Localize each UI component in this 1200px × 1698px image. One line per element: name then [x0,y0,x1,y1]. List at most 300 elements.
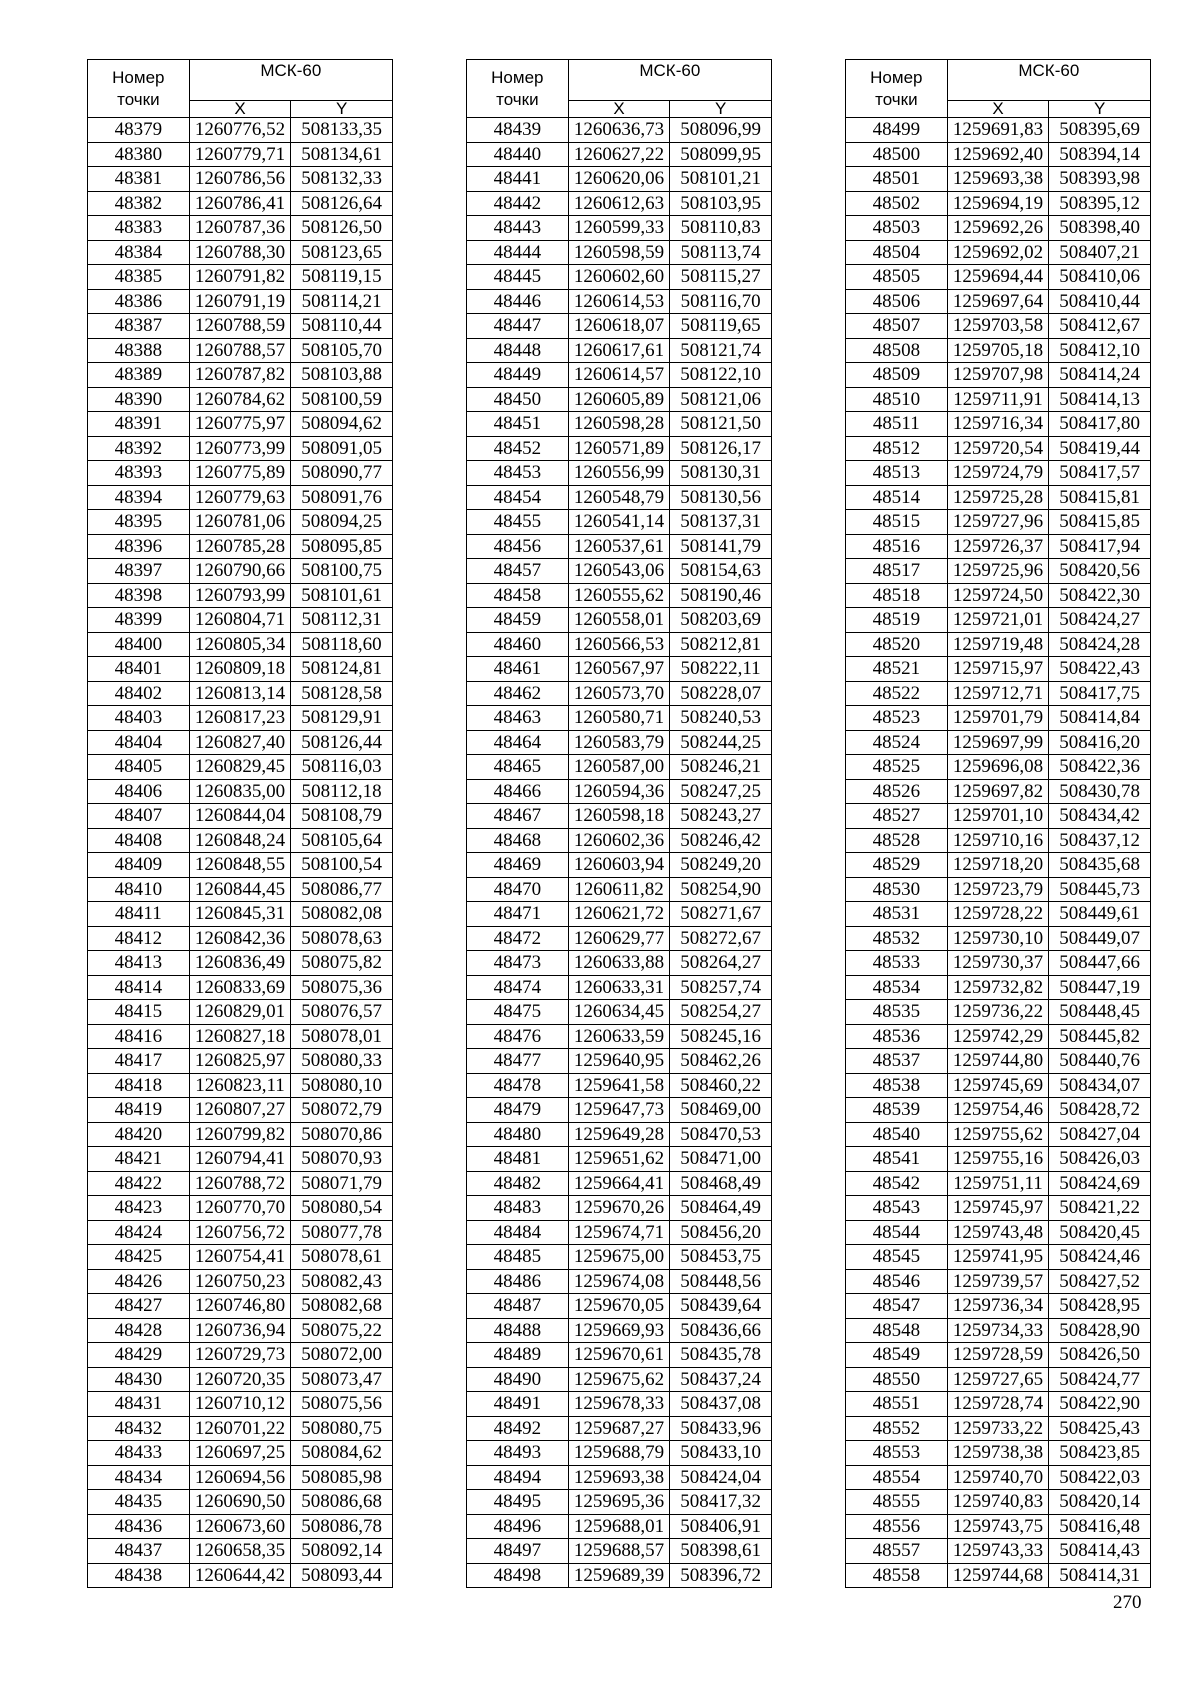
y-coordinate-cell: 508453,75 [670,1245,772,1270]
point-number-cell: 48429 [88,1343,190,1368]
x-coordinate-cell: 1259745,69 [947,1073,1049,1098]
x-coordinate-cell: 1259743,33 [947,1539,1049,1564]
y-coordinate-cell: 508091,05 [291,436,393,461]
table-row [88,338,393,363]
y-coordinate-cell: 508247,25 [670,779,772,804]
x-coordinate-cell: 1259716,34 [947,412,1049,437]
point-number-cell: 48484 [467,1220,569,1245]
table-row [846,877,1151,902]
y-coordinate-cell: 508257,74 [670,975,772,1000]
table-row [467,632,772,657]
y-coordinate-cell: 508130,31 [670,461,772,486]
table-row [467,1147,772,1172]
y-coordinate-cell: 508115,27 [670,265,772,290]
x-coordinate-cell: 1259664,41 [568,1171,670,1196]
y-coordinate-cell: 508110,83 [670,216,772,241]
x-coordinate-cell: 1259724,79 [947,461,1049,486]
x-coordinate-cell: 1260633,88 [568,951,670,976]
table-row [88,1196,393,1221]
y-coordinate-cell: 508133,35 [291,118,393,143]
y-coordinate-cell: 508449,07 [1049,926,1151,951]
x-coordinate-cell: 1260794,41 [189,1147,291,1172]
table-row [846,853,1151,878]
point-number-cell: 48448 [467,338,569,363]
y-coordinate-cell: 508419,44 [1049,436,1151,461]
x-coordinate-cell: 1259674,71 [568,1220,670,1245]
table-row [467,1220,772,1245]
point-number-cell: 48503 [846,216,948,241]
y-column-header: Y [1049,101,1151,118]
point-number-cell: 48413 [88,951,190,976]
table-row [88,216,393,241]
table-row [467,191,772,216]
point-number-cell: 48441 [467,167,569,192]
table-row [467,828,772,853]
point-number-cell: 48437 [88,1539,190,1564]
table-row [846,1098,1151,1123]
x-coordinate-cell: 1260784,62 [189,387,291,412]
y-coordinate-cell: 508126,50 [291,216,393,241]
x-coordinate-cell: 1260786,41 [189,191,291,216]
y-coordinate-cell: 508417,75 [1049,681,1151,706]
point-number-cell: 48379 [88,118,190,143]
table-row [467,1196,772,1221]
table-row [846,1171,1151,1196]
y-coordinate-cell: 508101,61 [291,583,393,608]
x-coordinate-cell: 1259736,34 [947,1294,1049,1319]
table-row [88,1269,393,1294]
y-coordinate-cell: 508424,77 [1049,1367,1151,1392]
y-coordinate-cell: 508414,13 [1049,387,1151,412]
y-coordinate-cell: 508412,67 [1049,314,1151,339]
point-number-cell: 48431 [88,1392,190,1417]
x-coordinate-cell: 1259726,37 [947,534,1049,559]
point-number-cell: 48471 [467,902,569,927]
y-coordinate-cell: 508427,52 [1049,1269,1151,1294]
y-coordinate-cell: 508410,44 [1049,289,1151,314]
y-coordinate-cell: 508396,72 [670,1563,772,1588]
table-row [467,877,772,902]
y-coordinate-cell: 508212,81 [670,632,772,657]
point-number-cell: 48443 [467,216,569,241]
x-coordinate-cell: 1259743,75 [947,1514,1049,1539]
x-coordinate-cell: 1260788,72 [189,1171,291,1196]
table-row [88,387,393,412]
x-coordinate-cell: 1260567,97 [568,657,670,682]
point-number-cell: 48380 [88,142,190,167]
point-number-cell: 48387 [88,314,190,339]
x-coordinate-cell: 1259718,20 [947,853,1049,878]
y-coordinate-cell: 508470,53 [670,1122,772,1147]
y-coordinate-cell: 508080,75 [291,1416,393,1441]
point-number-cell: 48486 [467,1269,569,1294]
point-number-cell: 48542 [846,1171,948,1196]
x-coordinate-cell: 1259675,62 [568,1367,670,1392]
point-number-cell: 48511 [846,412,948,437]
point-number-cell: 48488 [467,1318,569,1343]
point-number-cell: 48517 [846,559,948,584]
y-coordinate-cell: 508122,10 [670,363,772,388]
table-row [88,142,393,167]
table-row [88,1539,393,1564]
y-coordinate-cell: 508100,75 [291,559,393,584]
table-row [88,926,393,951]
point-number-cell: 48537 [846,1049,948,1074]
table-row [88,1367,393,1392]
y-coordinate-cell: 508271,67 [670,902,772,927]
point-number-cell: 48436 [88,1514,190,1539]
y-coordinate-cell: 508394,14 [1049,142,1151,167]
y-coordinate-cell: 508076,57 [291,1000,393,1025]
point-number-cell: 48495 [467,1490,569,1515]
x-coordinate-cell: 1260710,12 [189,1392,291,1417]
x-coordinate-cell: 1260787,82 [189,363,291,388]
table-row [88,1245,393,1270]
x-coordinate-cell: 1260627,22 [568,142,670,167]
y-coordinate-cell: 508086,78 [291,1514,393,1539]
point-number-cell: 48386 [88,289,190,314]
point-number-cell: 48450 [467,387,569,412]
point-number-cell: 48536 [846,1024,948,1049]
y-coordinate-cell: 508132,33 [291,167,393,192]
point-number-header: Номер точки [846,60,948,118]
x-coordinate-cell: 1259736,22 [947,1000,1049,1025]
y-coordinate-cell: 508105,64 [291,828,393,853]
point-number-cell: 48422 [88,1171,190,1196]
point-number-cell: 48383 [88,216,190,241]
table-row [88,1563,393,1588]
x-coordinate-cell: 1260602,60 [568,265,670,290]
y-coordinate-cell: 508462,26 [670,1049,772,1074]
x-coordinate-cell: 1259670,26 [568,1196,670,1221]
table-row [88,1220,393,1245]
table-row [467,1563,772,1588]
x-coordinate-cell: 1260825,97 [189,1049,291,1074]
y-coordinate-cell: 508116,03 [291,755,393,780]
y-coordinate-cell: 508100,59 [291,387,393,412]
table-row [88,1318,393,1343]
y-coordinate-cell: 508415,85 [1049,510,1151,535]
x-coordinate-cell: 1260848,24 [189,828,291,853]
x-coordinate-cell: 1260786,56 [189,167,291,192]
table-row [467,975,772,1000]
point-number-cell: 48516 [846,534,948,559]
table-row [467,1416,772,1441]
y-coordinate-cell: 508082,43 [291,1269,393,1294]
table-row [467,240,772,265]
x-coordinate-cell: 1259721,01 [947,608,1049,633]
point-number-cell: 48440 [467,142,569,167]
x-coordinate-cell: 1259694,44 [947,265,1049,290]
x-coordinate-cell: 1260844,45 [189,877,291,902]
y-coordinate-cell: 508082,68 [291,1294,393,1319]
table-row [88,191,393,216]
point-number-cell: 48464 [467,730,569,755]
y-coordinate-cell: 508105,70 [291,338,393,363]
point-number-cell: 48423 [88,1196,190,1221]
y-coordinate-cell: 508075,22 [291,1318,393,1343]
point-number-cell: 48428 [88,1318,190,1343]
point-number-cell: 48510 [846,387,948,412]
x-coordinate-cell: 1259712,71 [947,681,1049,706]
point-number-cell: 48545 [846,1245,948,1270]
table-row [467,167,772,192]
table-row [846,1196,1151,1221]
point-number-cell: 48465 [467,755,569,780]
table-row [846,608,1151,633]
y-coordinate-cell: 508121,50 [670,412,772,437]
table-row [846,1073,1151,1098]
point-number-cell: 48546 [846,1269,948,1294]
x-coordinate-cell: 1259743,48 [947,1220,1049,1245]
point-number-cell: 48496 [467,1514,569,1539]
y-coordinate-cell: 508114,21 [291,289,393,314]
table-row [467,1367,772,1392]
y-coordinate-cell: 508414,24 [1049,363,1151,388]
table-row [846,1000,1151,1025]
x-coordinate-cell: 1260605,89 [568,387,670,412]
y-coordinate-cell: 508095,85 [291,534,393,559]
x-coordinate-cell: 1260697,25 [189,1441,291,1466]
point-number-cell: 48453 [467,461,569,486]
table-row [846,1514,1151,1539]
point-number-cell: 48473 [467,951,569,976]
point-number-cell: 48483 [467,1196,569,1221]
table-row [846,1122,1151,1147]
y-coordinate-cell: 508417,94 [1049,534,1151,559]
y-coordinate-cell: 508420,14 [1049,1490,1151,1515]
x-coordinate-cell: 1260629,77 [568,926,670,951]
table-row [846,1563,1151,1588]
point-number-cell: 48518 [846,583,948,608]
y-coordinate-cell: 508448,56 [670,1269,772,1294]
x-coordinate-cell: 1260614,57 [568,363,670,388]
point-number-cell: 48540 [846,1122,948,1147]
table-row [467,608,772,633]
table-row [846,461,1151,486]
x-coordinate-cell: 1259640,95 [568,1049,670,1074]
point-number-cell: 48415 [88,1000,190,1025]
table-row [88,632,393,657]
y-column-header: Y [291,101,393,118]
table-row [88,1441,393,1466]
y-coordinate-cell: 508113,74 [670,240,772,265]
point-number-cell: 48433 [88,1441,190,1466]
point-number-cell: 48494 [467,1465,569,1490]
table-row [88,877,393,902]
point-number-cell: 48497 [467,1539,569,1564]
y-coordinate-cell: 508121,06 [670,387,772,412]
point-number-cell: 48529 [846,853,948,878]
x-coordinate-cell: 1260614,53 [568,289,670,314]
y-coordinate-cell: 508398,61 [670,1539,772,1564]
table-row [88,1514,393,1539]
x-coordinate-cell: 1259692,40 [947,142,1049,167]
y-coordinate-cell: 508448,45 [1049,1000,1151,1025]
table-row [846,289,1151,314]
y-coordinate-cell: 508417,32 [670,1490,772,1515]
point-number-cell: 48432 [88,1416,190,1441]
x-coordinate-cell: 1260548,79 [568,485,670,510]
table-row [88,436,393,461]
point-number-cell: 48409 [88,853,190,878]
point-number-cell: 48392 [88,436,190,461]
x-coordinate-cell: 1260823,11 [189,1073,291,1098]
table-row [846,632,1151,657]
table-row [88,755,393,780]
table-row [88,559,393,584]
x-coordinate-cell: 1260804,71 [189,608,291,633]
table-row [88,657,393,682]
table-row [88,1049,393,1074]
coordinate-system-header: МСК-60 [947,60,1150,101]
x-coordinate-cell: 1260633,31 [568,975,670,1000]
x-coordinate-cell: 1260805,34 [189,632,291,657]
y-coordinate-cell: 508129,91 [291,706,393,731]
x-coordinate-cell: 1259703,58 [947,314,1049,339]
x-coordinate-cell: 1260809,18 [189,657,291,682]
y-coordinate-cell: 508126,17 [670,436,772,461]
y-coordinate-cell: 508254,27 [670,1000,772,1025]
point-number-cell: 48404 [88,730,190,755]
y-coordinate-cell: 508084,62 [291,1441,393,1466]
y-coordinate-cell: 508080,10 [291,1073,393,1098]
point-number-cell: 48553 [846,1441,948,1466]
x-coordinate-cell: 1260842,36 [189,926,291,951]
point-number-cell: 48520 [846,632,948,657]
table-row [467,1318,772,1343]
point-number-cell: 48531 [846,902,948,927]
y-coordinate-cell: 508190,46 [670,583,772,608]
table-row [467,1392,772,1417]
y-coordinate-cell: 508393,98 [1049,167,1151,192]
y-coordinate-cell: 508421,22 [1049,1196,1151,1221]
y-coordinate-cell: 508415,81 [1049,485,1151,510]
point-number-cell: 48403 [88,706,190,731]
point-number-cell: 48556 [846,1514,948,1539]
table-row [467,363,772,388]
x-coordinate-cell: 1260779,71 [189,142,291,167]
point-number-cell: 48477 [467,1049,569,1074]
y-coordinate-cell: 508126,44 [291,730,393,755]
y-coordinate-cell: 508416,48 [1049,1514,1151,1539]
point-number-cell: 48502 [846,191,948,216]
point-number-cell: 48547 [846,1294,948,1319]
y-coordinate-cell: 508118,60 [291,632,393,657]
point-number-cell: 48513 [846,461,948,486]
x-coordinate-cell: 1259715,97 [947,657,1049,682]
table-row [846,1269,1151,1294]
x-coordinate-cell: 1260781,06 [189,510,291,535]
y-coordinate-cell: 508128,58 [291,681,393,706]
table-row [846,706,1151,731]
y-coordinate-cell: 508075,56 [291,1392,393,1417]
table-row [88,1392,393,1417]
x-coordinate-cell: 1260694,56 [189,1465,291,1490]
table-row [467,804,772,829]
point-number-cell: 48381 [88,167,190,192]
x-coordinate-cell: 1260788,59 [189,314,291,339]
x-coordinate-cell: 1259751,11 [947,1171,1049,1196]
table-row [846,1049,1151,1074]
y-coordinate-cell: 508108,79 [291,804,393,829]
table-row [467,1073,772,1098]
table-row [88,1073,393,1098]
x-coordinate-cell: 1260785,28 [189,534,291,559]
y-coordinate-cell: 508101,21 [670,167,772,192]
y-coordinate-cell: 508437,08 [670,1392,772,1417]
y-coordinate-cell: 508073,47 [291,1367,393,1392]
x-coordinate-cell: 1259745,97 [947,1196,1049,1221]
y-coordinate-cell: 508075,82 [291,951,393,976]
y-coordinate-cell: 508424,69 [1049,1171,1151,1196]
table-row [88,1416,393,1441]
table-row [467,1441,772,1466]
table-row [467,1024,772,1049]
table-row [846,1465,1151,1490]
y-coordinate-cell: 508086,68 [291,1490,393,1515]
point-number-cell: 48445 [467,265,569,290]
table-row [88,608,393,633]
x-column-header: X [189,101,291,118]
point-number-cell: 48442 [467,191,569,216]
point-number-cell: 48444 [467,240,569,265]
table-row [846,681,1151,706]
table-row [846,926,1151,951]
table-row [846,804,1151,829]
y-coordinate-cell: 508445,73 [1049,877,1151,902]
table-row [846,191,1151,216]
point-number-cell: 48499 [846,118,948,143]
point-number-cell: 48472 [467,926,569,951]
x-coordinate-cell: 1259641,58 [568,1073,670,1098]
y-coordinate-cell: 508264,27 [670,951,772,976]
coordinates-table-2 [466,59,772,1588]
table-row [88,975,393,1000]
point-number-cell: 48535 [846,1000,948,1025]
table-row [88,681,393,706]
y-coordinate-cell: 508085,98 [291,1465,393,1490]
point-number-cell: 48452 [467,436,569,461]
x-coordinate-cell: 1259741,95 [947,1245,1049,1270]
point-number-cell: 48434 [88,1465,190,1490]
point-number-cell: 48397 [88,559,190,584]
table-row [846,1147,1151,1172]
x-coordinate-cell: 1260690,50 [189,1490,291,1515]
point-number-cell: 48427 [88,1294,190,1319]
table-row [846,730,1151,755]
y-coordinate-cell: 508410,06 [1049,265,1151,290]
x-coordinate-cell: 1260617,61 [568,338,670,363]
point-number-cell: 48500 [846,142,948,167]
point-number-cell: 48425 [88,1245,190,1270]
x-coordinate-cell: 1260612,63 [568,191,670,216]
y-coordinate-cell: 508436,66 [670,1318,772,1343]
table-row [846,1416,1151,1441]
y-coordinate-cell: 508092,14 [291,1539,393,1564]
x-coordinate-cell: 1259727,96 [947,510,1049,535]
x-coordinate-cell: 1260580,71 [568,706,670,731]
table-row [846,338,1151,363]
x-coordinate-cell: 1260598,28 [568,412,670,437]
y-coordinate-cell: 508424,27 [1049,608,1151,633]
y-coordinate-cell: 508426,50 [1049,1343,1151,1368]
x-coordinate-cell: 1260587,00 [568,755,670,780]
x-coordinate-cell: 1260602,36 [568,828,670,853]
x-coordinate-cell: 1260566,53 [568,632,670,657]
x-coordinate-cell: 1259689,39 [568,1563,670,1588]
point-number-cell: 48382 [88,191,190,216]
